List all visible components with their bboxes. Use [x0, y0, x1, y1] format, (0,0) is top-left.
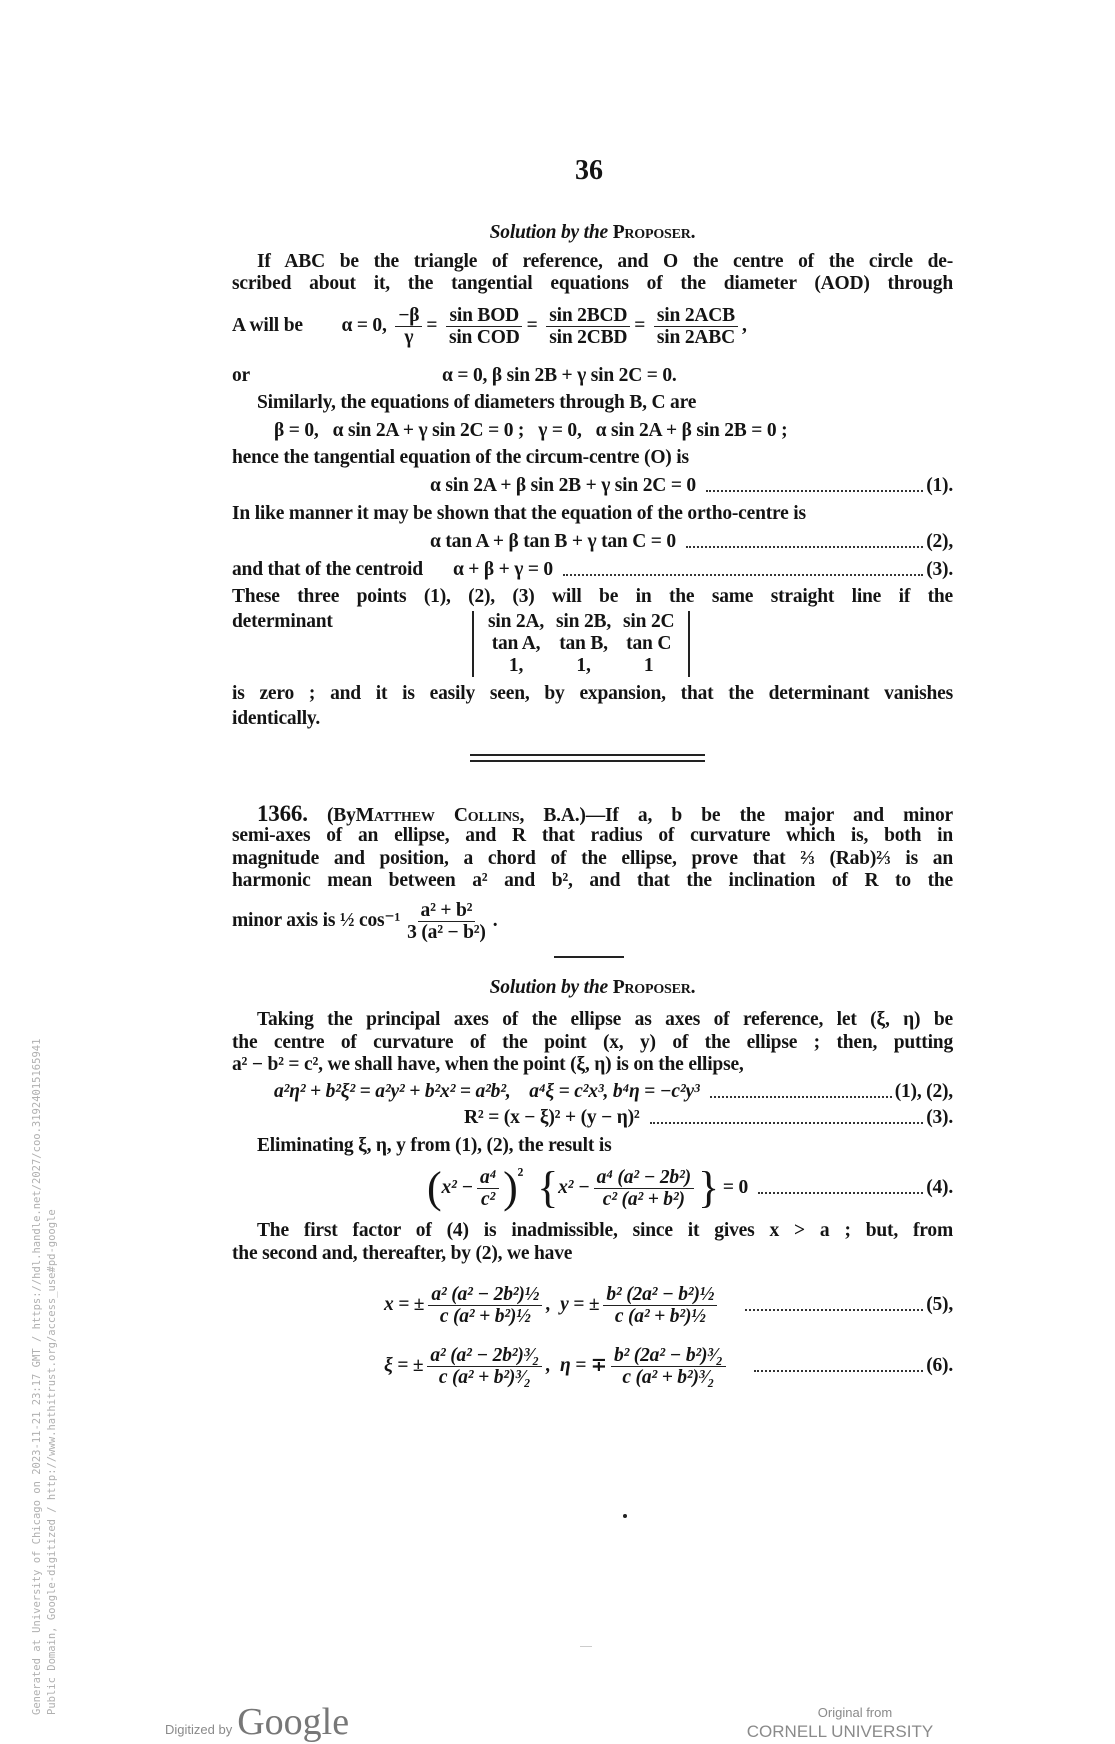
equation-6 — [232, 1343, 953, 1389]
dot-leader — [706, 490, 923, 492]
digitized-label: Digitized by — [165, 1722, 233, 1737]
equation-line: β = 0, α sin 2A + γ sin 2C = 0 ; γ = 0, α sin 2A + β sin 2B = 0 ; — [274, 420, 788, 441]
numerator: a⁴ — [477, 1167, 499, 1189]
equation-1-2 — [232, 1081, 953, 1103]
denominator: c (a² + b²)³⁄₂ — [622, 1366, 715, 1388]
denominator: c (a² + b²)³⁄₂ — [438, 1366, 531, 1388]
term: , y = ± — [546, 1294, 600, 1315]
paragraph-line: Eliminating ξ, η, y from (1), (2), the result is — [257, 1135, 612, 1156]
brace: } — [697, 1163, 719, 1212]
equals: = — [526, 314, 538, 336]
equation-tag: (6). — [926, 1355, 953, 1376]
numerator: sin 2BCD — [546, 305, 630, 327]
determinant-matrix — [472, 611, 690, 677]
equation-5 — [232, 1282, 953, 1328]
dot-leader — [745, 1309, 923, 1311]
heading-italic: Solution by the — [489, 222, 608, 243]
equation-4 — [232, 1165, 953, 1211]
term: x = ± — [384, 1294, 425, 1315]
paren: ) — [503, 1163, 518, 1212]
equation-expr: R² = (x − ξ)² + (y − η)² — [464, 1107, 640, 1128]
fraction — [427, 1345, 542, 1388]
matrix-cell: tan A, — [491, 633, 541, 654]
paragraph-line: the second and, thereafter, by (2), we have — [232, 1243, 573, 1264]
numerator: sin BOD — [446, 305, 522, 327]
denominator: γ — [404, 327, 414, 348]
dot-leader — [710, 1096, 892, 1098]
fraction — [546, 305, 630, 348]
numerator: b² (2a² − b²)³⁄₂ — [611, 1345, 726, 1367]
numerator: b² (2a² − b²)½ — [603, 1284, 717, 1306]
denominator: c² (a² + b²) — [602, 1188, 685, 1210]
numerator: a² (a² − 2b²)³⁄₂ — [427, 1345, 542, 1367]
paragraph-line: The first factor of (4) is inadmissible, since it gives x > a ; but, from — [257, 1220, 953, 1241]
paragraph-line: a² − b² = c², we shall have, when the point (ξ, η) is on the ellipse, — [232, 1054, 744, 1075]
minor-axis-line — [232, 900, 953, 943]
digitized-by-google-logo — [165, 1700, 349, 1744]
scan-mark — [580, 1646, 592, 1647]
numerator: a² + b² — [418, 900, 476, 922]
short-rule — [554, 956, 624, 958]
equals-zero: = 0 — [722, 1177, 748, 1198]
term: x² − — [558, 1177, 590, 1198]
author-name: Matthew Collins — [355, 805, 520, 826]
numerator: −β — [395, 305, 422, 327]
centroid-label: and that of the centroid — [232, 559, 423, 580]
equals: = — [426, 314, 438, 336]
term: , η = ∓ — [546, 1355, 607, 1376]
question-line — [232, 803, 953, 827]
solution-heading — [232, 977, 953, 999]
by-label: (By — [327, 805, 356, 826]
comma: , — [741, 314, 747, 336]
original-label: Original from — [817, 1705, 893, 1720]
equation-tag: (4). — [926, 1177, 953, 1198]
equation-3b — [232, 1107, 953, 1129]
double-rule-top — [470, 754, 705, 756]
matrix-row — [482, 633, 680, 655]
paragraph-line: These three points (1), (2), (3) will be in the same straight line if the — [232, 586, 953, 607]
heading-caps: Proposer. — [612, 977, 696, 998]
paragraph-line: identically. — [232, 708, 321, 729]
numerator: a⁴ (a² − 2b²) — [594, 1167, 694, 1189]
denominator: c (a² + b²)½ — [439, 1305, 531, 1327]
dot-leader — [686, 546, 923, 548]
equation-tag: (5), — [926, 1294, 953, 1315]
numerator: a² (a² − 2b²)½ — [428, 1284, 542, 1306]
denominator: sin COD — [448, 327, 520, 348]
matrix-cell: sin 2C — [623, 611, 675, 632]
equation-expr: α + β + γ = 0 — [452, 559, 553, 580]
denominator: sin 2CBD — [549, 327, 628, 348]
paragraph-line: is zero ; and it is easily seen, by expansion, that the determinant vanishes — [232, 683, 953, 704]
matrix-row — [482, 611, 680, 633]
equation-2 — [232, 531, 953, 553]
denominator: 3 (a² − b²) — [407, 922, 486, 943]
term: x² − — [441, 1177, 473, 1198]
paragraph-line: the centre of curvature of the point (x, y) of the ellipse ; then, putting — [232, 1032, 953, 1053]
dot-leader — [754, 1370, 924, 1372]
question-line: harmonic mean between a² and b², and that the inclination of R to the — [232, 870, 953, 891]
hathitrust-watermark — [30, 855, 60, 1715]
dot-leader — [758, 1192, 923, 1194]
or-equation: α = 0, β sin 2B + γ sin 2C = 0. — [442, 365, 677, 386]
matrix-cell: sin 2B, — [556, 611, 612, 632]
eq-alpha: α = 0, — [341, 314, 387, 336]
paragraph-line: In like manner it may be shown that the equation of the ortho-centre is — [232, 503, 806, 524]
matrix-cell: 1, — [576, 655, 591, 676]
period: . — [492, 909, 498, 931]
matrix-cell: tan C — [626, 633, 672, 654]
equation-1 — [232, 475, 953, 497]
fraction — [611, 1345, 726, 1388]
heading-italic: Solution by the — [489, 977, 608, 998]
fraction — [603, 1284, 717, 1327]
question-line: magnitude and position, a chord of the ellipse, prove that ⅔ (Rab)⅔ is an — [232, 848, 953, 869]
paragraph-line: Taking the principal axes of the ellipse as axes of reference, let (ξ, η) be — [257, 1009, 953, 1030]
matrix-row — [482, 655, 680, 677]
denominator: sin 2ABC — [656, 327, 735, 348]
or-label: or — [232, 365, 251, 386]
equation-expr: a²η² + b²ξ² = a²y² + b²x² = a²b², a⁴ξ = c²x³, b⁴η = −c²y³ — [274, 1081, 700, 1102]
scan-speck — [623, 1514, 627, 1518]
paragraph-line: Similarly, the equations of diameters through B, C are — [257, 392, 697, 413]
term: ξ = ± — [384, 1355, 424, 1376]
question-line: semi-axes of an ellipse, and R that radius of curvature which is, both in — [232, 825, 953, 846]
denominator: c² — [480, 1188, 496, 1210]
paragraph-line: If ABC be the triangle of reference, and O the centre of the circle de- — [257, 251, 953, 272]
fraction — [446, 305, 523, 348]
watermark-line: Generated at University of Chicago on 2023-11-21 23:17 GMT / https://hdl.handle.net/2027/coo.31924015165941 — [31, 1038, 43, 1715]
numerator: sin 2ACB — [654, 305, 738, 327]
determinant-label: determinant — [232, 611, 333, 632]
matrix-cell: tan B, — [559, 633, 608, 654]
equation-expr: α tan A + β tan B + γ tan C = 0 — [430, 531, 676, 552]
fraction — [594, 1167, 694, 1210]
question-text: , B.A.)—If a, b be the major and minor — [519, 805, 953, 826]
question-number: 1366. — [257, 801, 308, 826]
matrix-cell: 1 — [643, 655, 654, 676]
paragraph-line: scribed about it, the tangential equations of the diameter (AOD) through — [232, 273, 953, 294]
equation-tag: (3). — [926, 559, 953, 580]
matrix-cell: 1, — [508, 655, 524, 676]
eq-lead: A will be — [232, 314, 303, 336]
or-line — [232, 365, 953, 387]
equation-tag: (1), (2), — [894, 1081, 953, 1102]
dot-leader — [563, 574, 923, 576]
brace: { — [537, 1163, 559, 1212]
solution-heading — [232, 222, 953, 244]
heading-caps: Proposer. — [612, 222, 696, 243]
page-number: 36 — [575, 155, 603, 186]
fraction — [404, 900, 489, 943]
fraction — [395, 305, 422, 348]
double-rule-bottom — [470, 760, 705, 762]
matrix-cell: sin 2A, — [488, 611, 545, 632]
fraction — [654, 305, 738, 348]
equation-tag: (3). — [926, 1107, 953, 1128]
watermark-line: Public Domain, Google-digitized / http://www.hathitrust.org/access_use#pd-google — [46, 1209, 58, 1715]
google-logo: Google — [237, 1701, 350, 1743]
equals: = — [634, 314, 646, 336]
fraction — [428, 1284, 542, 1327]
fraction — [477, 1167, 499, 1210]
equation-tag: (2), — [926, 531, 953, 552]
equation-A — [232, 305, 953, 348]
equation-tag: (1). — [926, 475, 953, 496]
equation-expr: α sin 2A + β sin 2B + γ sin 2C = 0 — [430, 475, 696, 496]
paren: ( — [427, 1163, 442, 1212]
exponent: ² — [517, 1165, 524, 1186]
dot-leader — [650, 1122, 924, 1124]
minor-axis-lead: minor axis is ½ cos⁻¹ — [232, 909, 401, 931]
institution-name: CORNELL UNIVERSITY — [746, 1722, 934, 1741]
equation-3 — [232, 559, 953, 581]
original-from — [745, 1705, 935, 1742]
determinant-line — [232, 611, 953, 676]
denominator: c (a² + b²)½ — [614, 1305, 706, 1327]
paragraph-line: hence the tangential equation of the circum-centre (O) is — [232, 447, 689, 468]
